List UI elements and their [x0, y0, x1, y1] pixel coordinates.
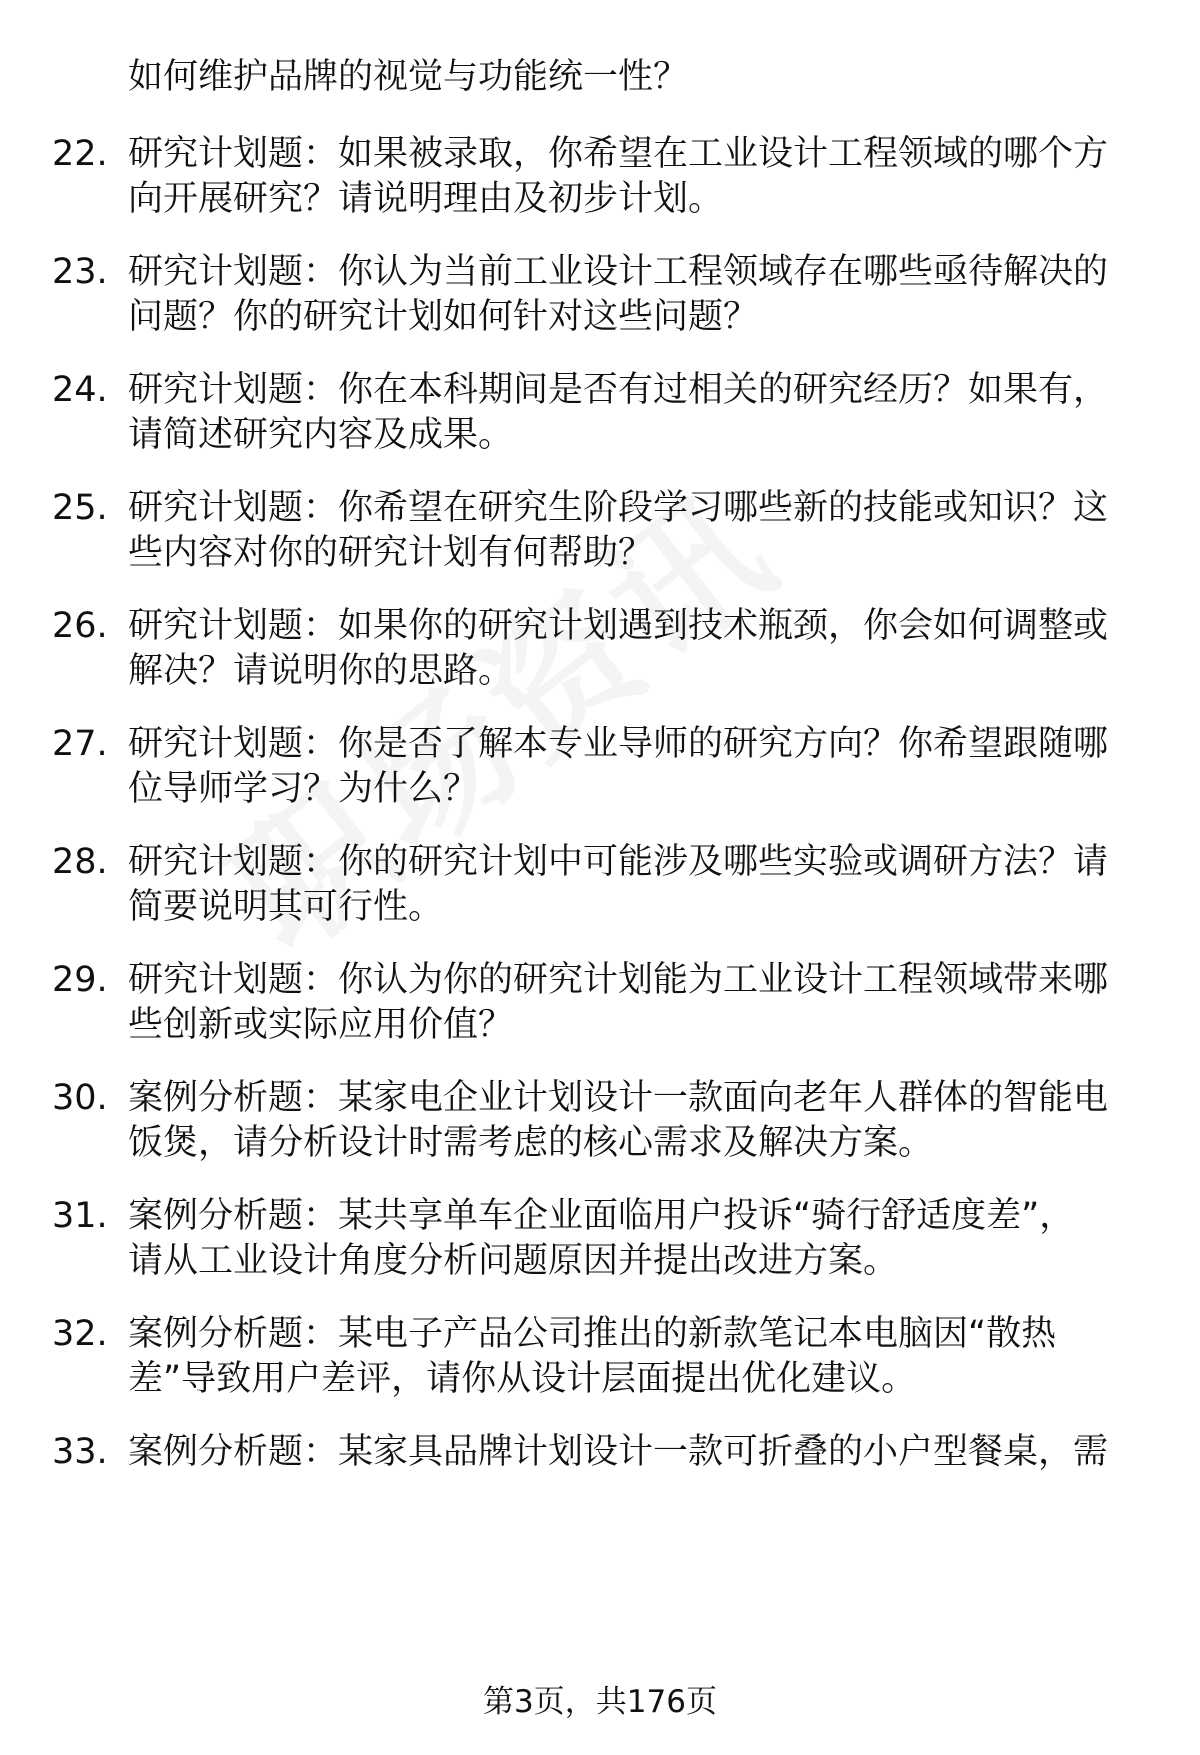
page-number-footer: 第3页，共176页	[483, 1684, 717, 1720]
item-text-line: 研究计划题：你认为当前工业设计工程领域存在哪些亟待解决的	[128, 252, 1109, 292]
item-text-line: 研究计划题：你在本科期间是否有过相关的研究经历？如果有，	[128, 370, 1109, 410]
item-number: 22.	[52, 134, 108, 174]
item-text-line: 饭煲，请分析设计时需考虑的核心需求及解决方案。	[128, 1123, 934, 1163]
item-number: 24.	[52, 370, 108, 410]
item-text-line: 案例分析题：某家具品牌计划设计一款可折叠的小户型餐桌，需	[128, 1432, 1109, 1472]
item-number: 31.	[52, 1196, 108, 1236]
item-number: 25.	[52, 488, 108, 528]
item-text-line: 案例分析题：某共享单车企业面临用户投诉“骑行舒适度差”，	[128, 1196, 1075, 1236]
item-text-line: 研究计划题：如果被录取，你希望在工业设计工程领域的哪个方	[128, 134, 1109, 174]
item-text-line: 研究计划题：你是否了解本专业导师的研究方向？你希望跟随哪	[128, 724, 1109, 764]
item-number: 28.	[52, 842, 108, 882]
item-number: 32.	[52, 1314, 108, 1354]
item-text-line: 案例分析题：某电子产品公司推出的新款笔记本电脑因“散热	[128, 1314, 1057, 1354]
item-text-line: 简要说明其可行性。	[128, 887, 444, 927]
item-number: 33.	[52, 1432, 108, 1472]
item-text-line: 研究计划题：如果你的研究计划遇到技术瓶颈，你会如何调整或	[128, 606, 1109, 646]
item-text-line: 位导师学习？为什么？	[128, 769, 479, 809]
item-text-line: 问题？你的研究计划如何针对这些问题？	[128, 297, 759, 337]
item-number: 23.	[52, 252, 108, 292]
item-text-line: 研究计划题：你的研究计划中可能涉及哪些实验或调研方法？请	[128, 842, 1109, 882]
item-text-line: 请简述研究内容及成果。	[128, 415, 514, 455]
continuation-text: 如何维护品牌的视觉与功能统一性？	[128, 57, 689, 97]
item-text-line: 研究计划题：你希望在研究生阶段学习哪些新的技能或知识？这	[128, 488, 1109, 528]
item-number: 29.	[52, 960, 108, 1000]
item-text-line: 向开展研究？请说明理由及初步计划。	[128, 179, 724, 219]
item-text-line: 请从工业设计角度分析问题原因并提出改进方案。	[128, 1241, 899, 1281]
item-number: 27.	[52, 724, 108, 764]
item-text-line: 些创新或实际应用价值？	[128, 1005, 514, 1045]
item-text-line: 研究计划题：你认为你的研究计划能为工业设计工程领域带来哪	[128, 960, 1109, 1000]
item-number: 26.	[52, 606, 108, 646]
item-text-line: 解决？请说明你的思路。	[128, 651, 514, 691]
item-text-line: 些内容对你的研究计划有何帮助？	[128, 533, 654, 573]
item-text-line: 案例分析题：某家电企业计划设计一款面向老年人群体的智能电	[128, 1078, 1109, 1118]
item-text-line: 差”导致用户差评，请你从设计层面提出优化建议。	[128, 1359, 917, 1399]
item-number: 30.	[52, 1078, 108, 1118]
